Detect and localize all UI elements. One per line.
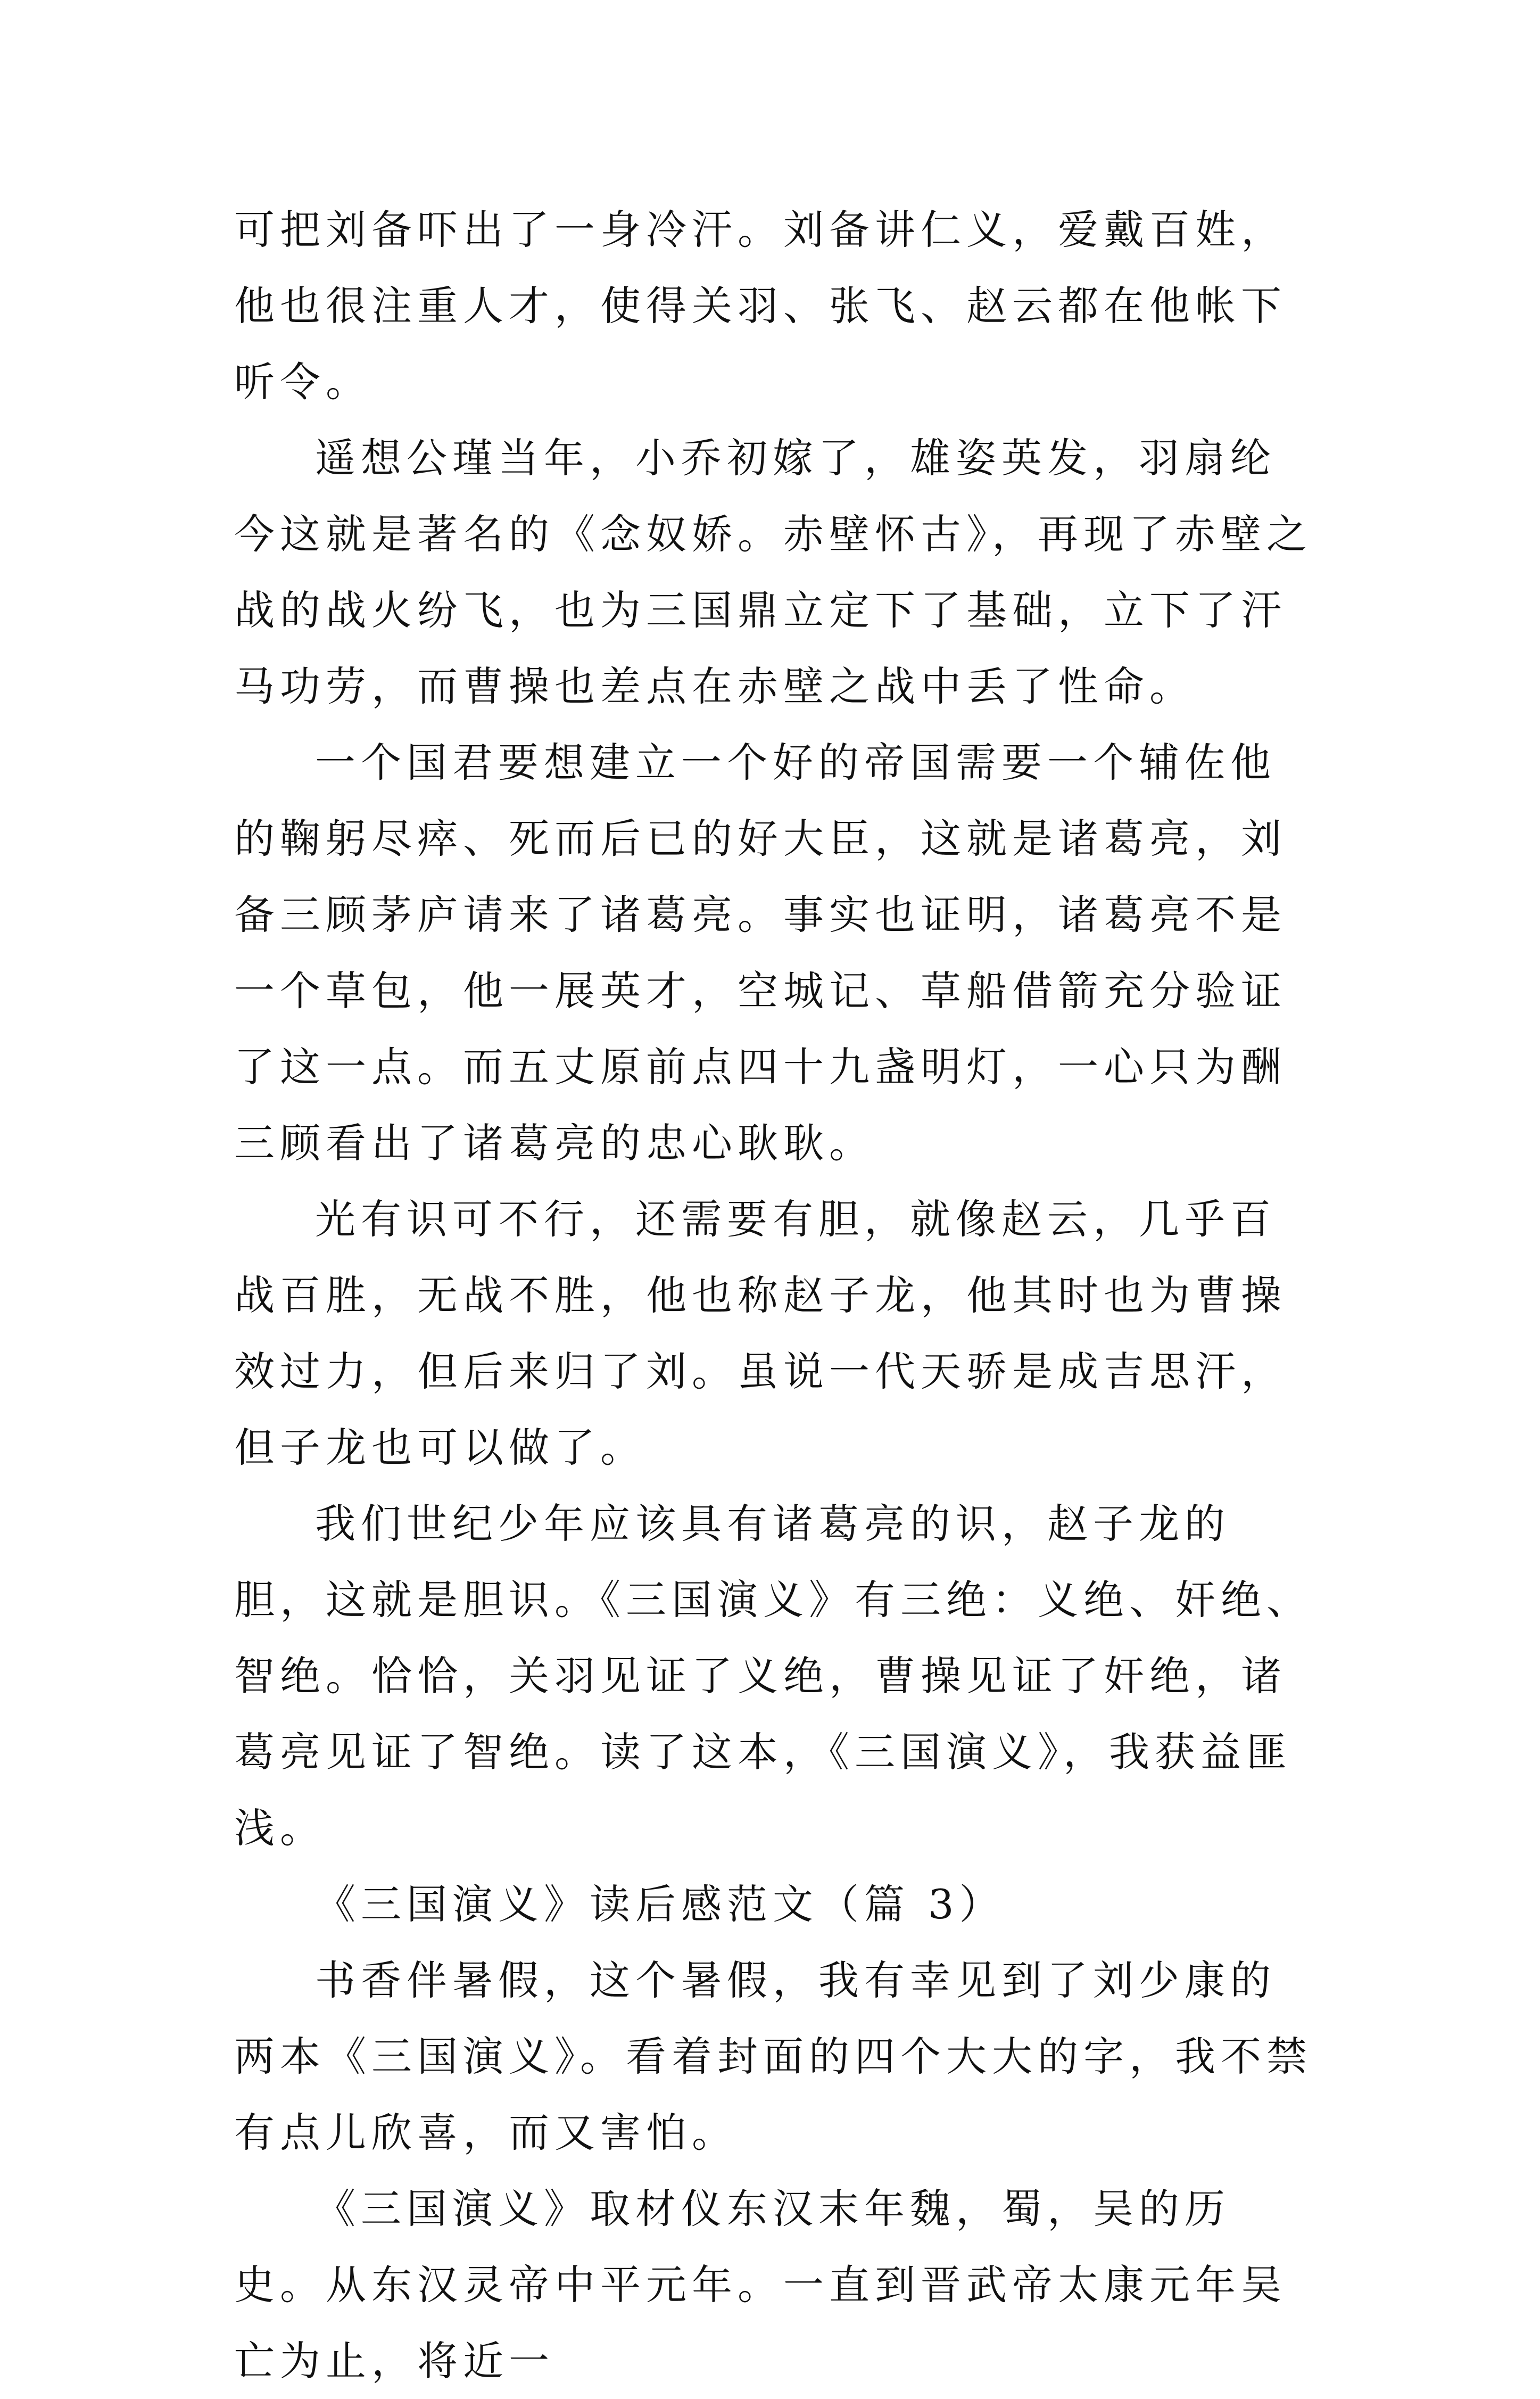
paragraph-zhao-yun: 光有识可不行，还需要有胆，就像赵云，几乎百战百胜，无战不胜，他也称赵子龙，他其时也为曹操效过力，但后来归了刘。虽说一代天骄是成吉思汗，但子龙也可以做了。 xyxy=(234,1196,1287,1471)
paragraph-continued: 可把刘备吓出了一身冷汗。刘备讲仁义，爱戴百姓，他也很注重人才，使得关羽、张飞、赵云都在他帐下听令。 xyxy=(234,206,1287,406)
paragraph-history-source: 《三国演义》取材仪东汉末年魏，蜀，吴的历史。从东汉灵帝中平元年。一直到晋武帝太康元年吴亡为止，将近一 xyxy=(234,2185,1287,2385)
section-heading: 《三国演义》读后感范文（篇 3） xyxy=(315,1881,1005,1928)
document-body xyxy=(234,192,1320,2399)
paragraph-zhuge-liang: 一个国君要想建立一个好的帝国需要一个辅佐他的鞠躬尽瘁、死而后已的好大臣，这就是诸葛亮，刘备三顾茅庐请来了诸葛亮。事实也证明，诸葛亮不是一个草包，他一展英才，空城记、草船借箭充分验证了这一点。而五丈原前点四十九盏明灯，一心只为酬三顾看出了诸葛亮的忠心耿耿。 xyxy=(234,739,1287,1167)
paragraph-courage-wisdom: 我们世纪少年应该具有诸葛亮的识，赵子龙的胆，这就是胆识。《三国演义》有三绝：义绝、奸绝、智绝。恰恰，关羽见证了义绝，曹操见证了奸绝，诸葛亮见证了智绝。读了这本，《三国演义》，我获益匪浅。 xyxy=(234,1500,1312,1852)
paragraph-summer-reading: 书香伴暑假，这个暑假，我有幸见到了刘少康的两本《三国演义》。看着封面的四个大大的字，我不禁有点儿欣喜，而又害怕。 xyxy=(234,1957,1312,2156)
paragraph-chibi: 遥想公瑾当年，小乔初嫁了，雄姿英发，羽扇纶今这就是著名的《念奴娇。赤壁怀古》，再现了赤壁之战的战火纷飞，也为三国鼎立定下了基础，立下了汗马功劳，而曹操也差点在赤壁之战中丢了性命。 xyxy=(234,434,1312,710)
